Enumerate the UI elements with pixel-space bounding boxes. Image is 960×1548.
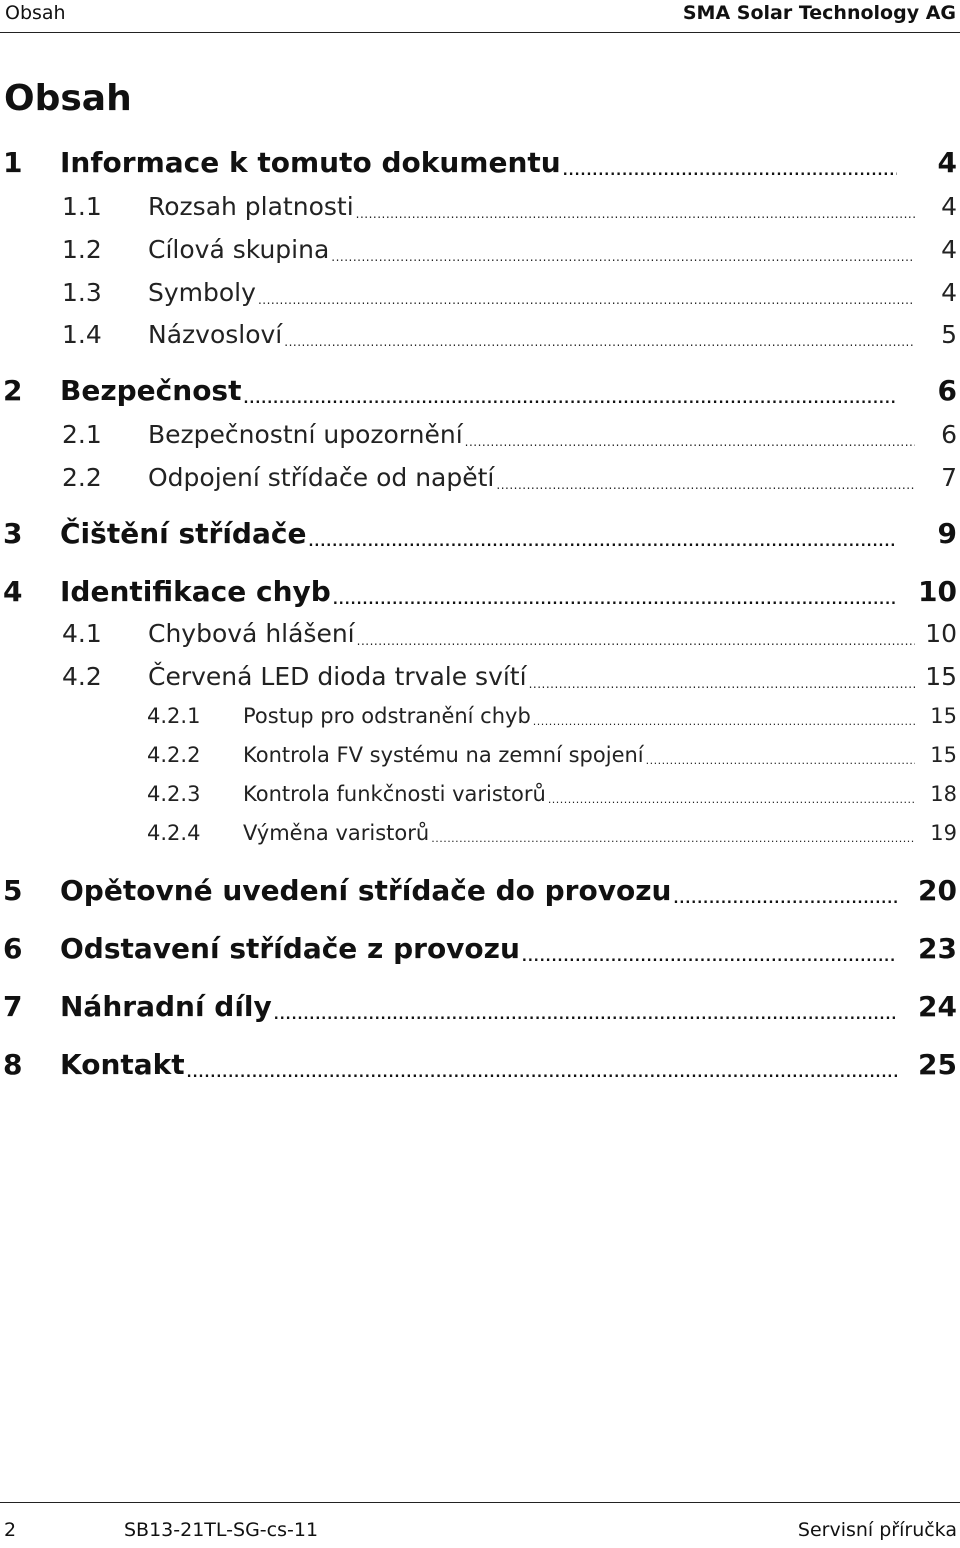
toc-entry[interactable]: [3, 932, 957, 965]
toc-dot-leader: [308, 517, 897, 550]
toc-entry[interactable]: [62, 619, 957, 648]
toc-entry[interactable]: [62, 463, 957, 492]
toc-entry-page-number[interactable]: 6: [941, 420, 957, 449]
toc-dot-leader: [646, 743, 915, 767]
toc-dot-leader: [333, 575, 897, 608]
toc-entry-page-number[interactable]: 15: [925, 662, 957, 691]
toc-dot-leader: [274, 990, 897, 1023]
toc-dot-leader: [465, 420, 915, 449]
toc-entry-page-number[interactable]: 7: [941, 463, 957, 492]
toc-entry-title[interactable]: Identifikace chyb: [60, 575, 331, 608]
toc-dot-leader: [529, 662, 915, 691]
toc-entry[interactable]: [62, 420, 957, 449]
toc-entry-title[interactable]: Odpojení střídače od napětí: [148, 463, 495, 492]
toc-dot-leader: [563, 146, 897, 179]
toc-entry-number: 1.3: [62, 278, 102, 307]
toc-dot-leader: [357, 619, 915, 648]
toc-entry-title[interactable]: Opětovné uvedení střídače do provozu: [60, 874, 672, 907]
toc-dot-leader: [284, 320, 915, 349]
toc-entry-number: 4.2.4: [147, 821, 201, 845]
toc-entry-page-number[interactable]: 19: [930, 821, 957, 845]
toc-dot-leader: [533, 704, 915, 728]
toc-entry-title[interactable]: Bezpečnost: [60, 374, 242, 407]
toc-entry[interactable]: [3, 374, 957, 407]
toc-entry-number: 3: [3, 517, 23, 550]
toc-entry-page-number[interactable]: 15: [930, 704, 957, 728]
toc-entry-page-number[interactable]: 4: [941, 192, 957, 221]
toc-entry-number: 2.1: [62, 420, 102, 449]
toc-entry-number: 4.2.1: [147, 704, 201, 728]
toc-entry[interactable]: [3, 990, 957, 1023]
toc-entry[interactable]: [147, 743, 957, 767]
toc-entry-page-number[interactable]: 9: [937, 517, 957, 550]
toc-entry[interactable]: [147, 821, 957, 845]
toc-entry-number: 4.2.2: [147, 743, 201, 767]
toc-entry-page-number[interactable]: 15: [930, 743, 957, 767]
toc-dot-leader: [187, 1048, 897, 1081]
toc-entry-page-number[interactable]: 10: [925, 619, 957, 648]
toc-entry[interactable]: [3, 874, 957, 907]
toc-entry[interactable]: [147, 704, 957, 728]
toc-dot-leader: [496, 463, 915, 492]
toc-entry-title[interactable]: Postup pro odstranění chyb: [243, 704, 531, 728]
footer-document-type: Servisní příručka: [797, 1519, 957, 1541]
toc-dot-leader: [243, 374, 897, 407]
header-divider: [0, 32, 960, 33]
toc-entry[interactable]: [3, 517, 957, 550]
toc-entry-number: 1.1: [62, 192, 102, 221]
footer-page-number: 2: [4, 1519, 17, 1541]
toc-dot-leader: [331, 235, 915, 264]
toc-entry-number: 6: [3, 932, 23, 965]
toc-entry-page-number[interactable]: 6: [937, 374, 957, 407]
toc-entry-number: 1.4: [62, 320, 102, 349]
header-company-name: SMA Solar Technology AG: [682, 2, 956, 24]
toc-entry-title[interactable]: Červená LED dioda trvale svítí: [148, 662, 527, 691]
toc-entry-number: 1.2: [62, 235, 102, 264]
toc-entry-page-number[interactable]: 10: [918, 575, 957, 608]
toc-entry[interactable]: [62, 278, 957, 307]
header-section-name: Obsah: [5, 2, 66, 24]
toc-entry-title[interactable]: Čištění střídače: [60, 517, 307, 550]
toc-entry-title[interactable]: Odstavení střídače z provozu: [60, 932, 520, 965]
toc-entry-page-number[interactable]: 25: [918, 1048, 957, 1081]
toc-dot-leader: [356, 192, 915, 221]
toc-entry[interactable]: [62, 192, 957, 221]
toc-entry-page-number[interactable]: 4: [941, 235, 957, 264]
toc-entry-title[interactable]: Symboly: [148, 278, 256, 307]
footer-document-id: SB13-21TL-SG-cs-11: [124, 1519, 319, 1541]
page-title: Obsah: [4, 78, 132, 119]
toc-entry-title[interactable]: Bezpečnostní upozornění: [148, 420, 463, 449]
toc-entry-number: 4.2.3: [147, 782, 201, 806]
toc-entry-number: 2: [3, 374, 23, 407]
toc-entry-title[interactable]: Rozsah platnosti: [148, 192, 354, 221]
toc-entry-page-number[interactable]: 24: [918, 990, 957, 1023]
toc-entry[interactable]: [3, 575, 957, 608]
toc-entry-title[interactable]: Chybová hlášení: [148, 619, 355, 648]
toc-entry-number: 4.1: [62, 619, 102, 648]
toc-dot-leader: [548, 782, 915, 806]
toc-entry-title[interactable]: Informace k tomuto dokumentu: [60, 146, 561, 179]
toc-entry-number: 1: [3, 146, 23, 179]
toc-entry-title[interactable]: Kontakt: [60, 1048, 185, 1081]
toc-entry-number: 7: [3, 990, 23, 1023]
toc-entry-page-number[interactable]: 5: [941, 320, 957, 349]
toc-entry[interactable]: [3, 146, 957, 179]
toc-entry[interactable]: [147, 782, 957, 806]
toc-entry-number: 5: [3, 874, 23, 907]
toc-entry[interactable]: [62, 235, 957, 264]
toc-entry-number: 4: [3, 575, 23, 608]
toc-dot-leader: [673, 874, 897, 907]
toc-entry-number: 4.2: [62, 662, 102, 691]
toc-entry-page-number[interactable]: 23: [918, 932, 957, 965]
toc-entry[interactable]: [62, 320, 957, 349]
toc-entry-title[interactable]: Kontrola FV systému na zemní spojení: [243, 743, 644, 767]
toc-entry-page-number[interactable]: 18: [930, 782, 957, 806]
toc-entry-number: 2.2: [62, 463, 102, 492]
toc-dot-leader: [522, 932, 897, 965]
toc-entry-number: 8: [3, 1048, 23, 1081]
toc-dot-leader: [431, 821, 915, 845]
toc-entry-title[interactable]: Názvosloví: [148, 320, 283, 349]
toc-entry-title[interactable]: Kontrola funkčnosti varistorů: [243, 782, 546, 806]
toc-entry-page-number[interactable]: 4: [937, 146, 957, 179]
toc-entry-title[interactable]: Náhradní díly: [60, 990, 272, 1023]
toc-entry[interactable]: [3, 1048, 957, 1081]
toc-dot-leader: [258, 278, 915, 307]
toc-entry-page-number[interactable]: 20: [918, 874, 957, 907]
footer-divider: [0, 1502, 960, 1503]
toc-entry-title[interactable]: Výměna varistorů: [243, 821, 430, 845]
toc-entry[interactable]: [62, 662, 957, 691]
toc-entry-title[interactable]: Cílová skupina: [148, 235, 330, 264]
toc-entry-page-number[interactable]: 4: [941, 278, 957, 307]
